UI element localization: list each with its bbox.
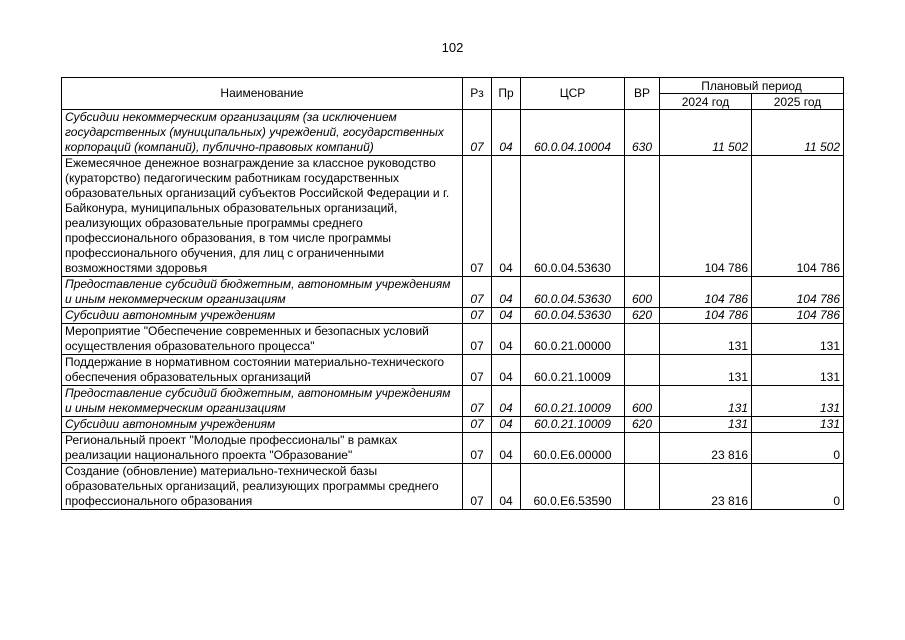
cell-name: Создание (обновление) материально-технической базы образовательных организаций, реализующих программы среднего профессионального образования <box>62 464 463 510</box>
cell-name: Субсидии некоммерческим организациям (за исключением государственных (муниципальных) учреждений, государственных корпораций (компаний), публично-правовых компаний) <box>62 110 463 156</box>
table-row <box>62 156 844 277</box>
cell-vr: 600 <box>625 277 660 308</box>
cell-2025: 131 <box>752 324 844 355</box>
cell-pr: 04 <box>492 464 521 510</box>
cell-name: Мероприятие "Обеспечение современных и безопасных условий осуществления образовательного процесса" <box>62 324 463 355</box>
cell-csr: 60.0.21.10009 <box>521 386 625 417</box>
cell-rz: 07 <box>463 324 492 355</box>
table-row <box>62 110 844 156</box>
header-csr: ЦСР <box>521 78 625 110</box>
cell-rz: 07 <box>463 355 492 386</box>
cell-pr: 04 <box>492 355 521 386</box>
table-row <box>62 277 844 308</box>
cell-2024: 131 <box>660 324 752 355</box>
cell-rz: 07 <box>463 110 492 156</box>
cell-vr: 620 <box>625 308 660 324</box>
cell-csr: 60.0.04.53630 <box>521 277 625 308</box>
cell-csr: 60.0.04.53630 <box>521 308 625 324</box>
cell-2024: 131 <box>660 417 752 433</box>
header-year-2024: 2024 год <box>660 94 752 110</box>
cell-pr: 04 <box>492 110 521 156</box>
header-name: Наименование <box>62 78 463 110</box>
cell-pr: 04 <box>492 386 521 417</box>
cell-2025: 131 <box>752 355 844 386</box>
cell-pr: 04 <box>492 156 521 277</box>
cell-rz: 07 <box>463 433 492 464</box>
cell-vr <box>625 324 660 355</box>
cell-2024: 131 <box>660 355 752 386</box>
table-row <box>62 324 844 355</box>
budget-table <box>61 77 844 510</box>
table-row <box>62 355 844 386</box>
cell-pr: 04 <box>492 417 521 433</box>
cell-name: Субсидии автономным учреждениям <box>62 308 463 324</box>
table-row <box>62 308 844 324</box>
cell-name: Предоставление субсидий бюджетным, автономным учреждениям и иным некоммерческим организациям <box>62 277 463 308</box>
cell-2025: 0 <box>752 464 844 510</box>
cell-pr: 04 <box>492 324 521 355</box>
cell-2025: 104 786 <box>752 156 844 277</box>
cell-vr: 630 <box>625 110 660 156</box>
cell-name: Ежемесячное денежное вознаграждение за классное руководство (кураторство) педагогическим работникам государственных образовательных организаций субъектов Российской Федерации и г. Байконура, муниципальных образовательных организаций, реализующих образовательные программы среднего профессионального образования, в том числе программы профессионального обучения, для лиц с ограниченными возможностями здоровья <box>62 156 463 277</box>
cell-csr: 60.0.21.10009 <box>521 417 625 433</box>
cell-pr: 04 <box>492 308 521 324</box>
cell-rz: 07 <box>463 464 492 510</box>
header-rz: Рз <box>463 78 492 110</box>
cell-vr: 620 <box>625 417 660 433</box>
cell-rz: 07 <box>463 277 492 308</box>
cell-rz: 07 <box>463 386 492 417</box>
cell-2025: 104 786 <box>752 277 844 308</box>
header-planned-period: Плановый период <box>660 78 844 94</box>
header-pr: Пр <box>492 78 521 110</box>
cell-pr: 04 <box>492 277 521 308</box>
cell-2024: 23 816 <box>660 464 752 510</box>
table-row <box>62 417 844 433</box>
cell-2025: 131 <box>752 417 844 433</box>
cell-rz: 07 <box>463 417 492 433</box>
cell-name: Субсидии автономным учреждениям <box>62 417 463 433</box>
cell-2024: 131 <box>660 386 752 417</box>
table-body <box>62 110 844 510</box>
cell-2025: 11 502 <box>752 110 844 156</box>
cell-2024: 104 786 <box>660 277 752 308</box>
cell-name: Поддержание в нормативном состоянии материально-технического обеспечения образовательных организаций <box>62 355 463 386</box>
cell-csr: 60.0.04.53630 <box>521 156 625 277</box>
cell-csr: 60.0.21.10009 <box>521 355 625 386</box>
cell-csr: 60.0.04.10004 <box>521 110 625 156</box>
table-row <box>62 433 844 464</box>
cell-name: Предоставление субсидий бюджетным, автономным учреждениям и иным некоммерческим организациям <box>62 386 463 417</box>
cell-vr <box>625 464 660 510</box>
cell-csr: 60.0.Е6.53590 <box>521 464 625 510</box>
cell-2024: 23 816 <box>660 433 752 464</box>
cell-vr <box>625 156 660 277</box>
table-row <box>62 464 844 510</box>
table-row <box>62 386 844 417</box>
cell-pr: 04 <box>492 433 521 464</box>
cell-2025: 131 <box>752 386 844 417</box>
cell-csr: 60.0.Е6.00000 <box>521 433 625 464</box>
cell-vr <box>625 355 660 386</box>
cell-2024: 104 786 <box>660 156 752 277</box>
cell-vr <box>625 433 660 464</box>
cell-2024: 104 786 <box>660 308 752 324</box>
cell-2024: 11 502 <box>660 110 752 156</box>
cell-name: Региональный проект "Молодые профессионалы" в рамках реализации национального проекта "Образование" <box>62 433 463 464</box>
cell-2025: 0 <box>752 433 844 464</box>
cell-vr: 600 <box>625 386 660 417</box>
cell-rz: 07 <box>463 308 492 324</box>
page-number: 102 <box>441 40 464 55</box>
cell-rz: 07 <box>463 156 492 277</box>
header-year-2025: 2025 год <box>752 94 844 110</box>
cell-csr: 60.0.21.00000 <box>521 324 625 355</box>
header-vr: ВР <box>625 78 660 110</box>
cell-2025: 104 786 <box>752 308 844 324</box>
